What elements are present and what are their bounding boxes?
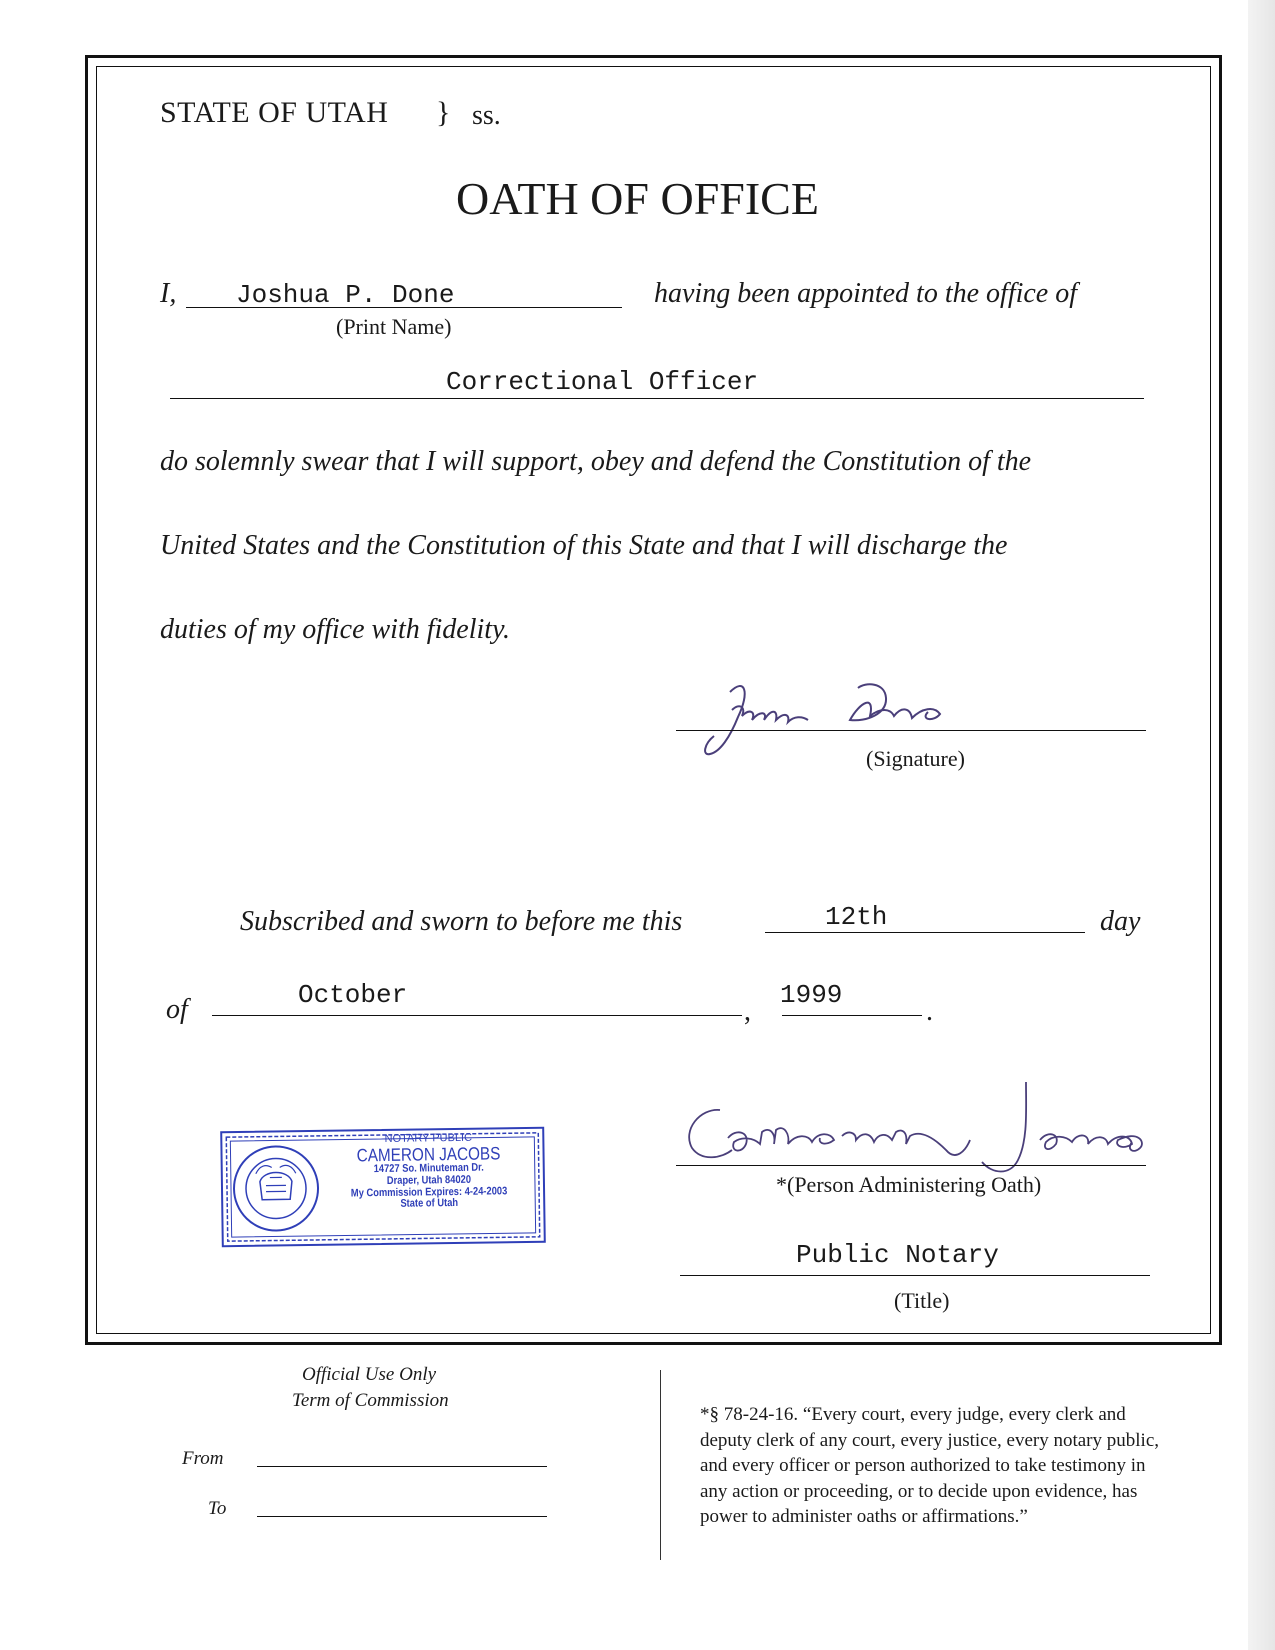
stamp-text-block (323, 1132, 534, 1212)
stamp-line-2: CAMERON JACOBS (356, 1142, 501, 1165)
administrator-title-value: Public Notary (796, 1240, 999, 1270)
document-title: OATH OF OFFICE (456, 173, 819, 224)
period-mark: . (926, 996, 933, 1027)
oath-body-line-3: duties of my office with fidelity. (160, 614, 510, 645)
sworn-prefix: Subscribed and sworn to before me this (240, 906, 683, 937)
stamp-line-4: Draper, Utah 84020 (386, 1173, 472, 1187)
day-line (765, 932, 1085, 933)
comma-mark: , (744, 996, 751, 1027)
ss-label: ss. (472, 100, 501, 131)
printed-name-value: Joshua P. Done (236, 280, 455, 310)
statute-note: *§ 78-24-16. “Every court, every judge, every clerk and deputy clerk of any court, every justice, every notary public, and every officer or person authorized to take testimony in any action or proceeding, or to decide upon evidence, has power to administer oaths or affirmations.” (700, 1404, 1159, 1527)
oath-body-line-2: United States and the Constitution of this State and that I will discharge the (160, 530, 1008, 561)
signature-line (676, 730, 1146, 731)
page-edge (1248, 0, 1275, 1650)
year-line (782, 1015, 922, 1016)
month-value: October (298, 980, 408, 1010)
stamp-line-6: State of Utah (400, 1197, 459, 1210)
stamp-line-3: 14727 So. Minuteman Dr. (373, 1162, 484, 1176)
appointed-text: having been appointed to the office of (654, 278, 1078, 309)
year-value: 1999 (780, 980, 843, 1010)
official-use-heading: Official Use Only (302, 1364, 437, 1385)
title-line (680, 1275, 1150, 1276)
notary-seal-stamp (219, 1126, 547, 1249)
term-of-commission-heading: Term of Commission (292, 1390, 449, 1411)
day-value: 12th (825, 902, 888, 932)
from-label: From (182, 1448, 224, 1469)
to-line (257, 1516, 547, 1517)
state-label: STATE OF UTAH (160, 96, 389, 129)
oath-body-line-1: do solemnly swear that I will support, obey and defend the Constitution of the (160, 446, 1032, 477)
of-label: of (166, 994, 188, 1025)
footer-divider (660, 1370, 661, 1560)
stamp-line-5: My Commission Expires: 4-24-2003 (350, 1184, 508, 1199)
administrator-signature-line (676, 1165, 1146, 1166)
pronoun-label: I, (160, 278, 177, 309)
office-line (170, 398, 1144, 399)
stamp-line-1: NOTARY PUBLIC (384, 1131, 473, 1145)
brace-symbol: } (436, 96, 451, 129)
to-label: To (208, 1498, 227, 1519)
print-name-caption: (Print Name) (336, 314, 452, 339)
title-caption: (Title) (894, 1288, 950, 1313)
from-line (257, 1466, 547, 1467)
administrator-caption: *(Person Administering Oath) (776, 1172, 1042, 1197)
name-line (186, 307, 622, 308)
month-line (212, 1015, 742, 1016)
signature-caption: (Signature) (866, 746, 965, 771)
office-value: Correctional Officer (446, 367, 759, 397)
day-label: day (1100, 906, 1141, 937)
